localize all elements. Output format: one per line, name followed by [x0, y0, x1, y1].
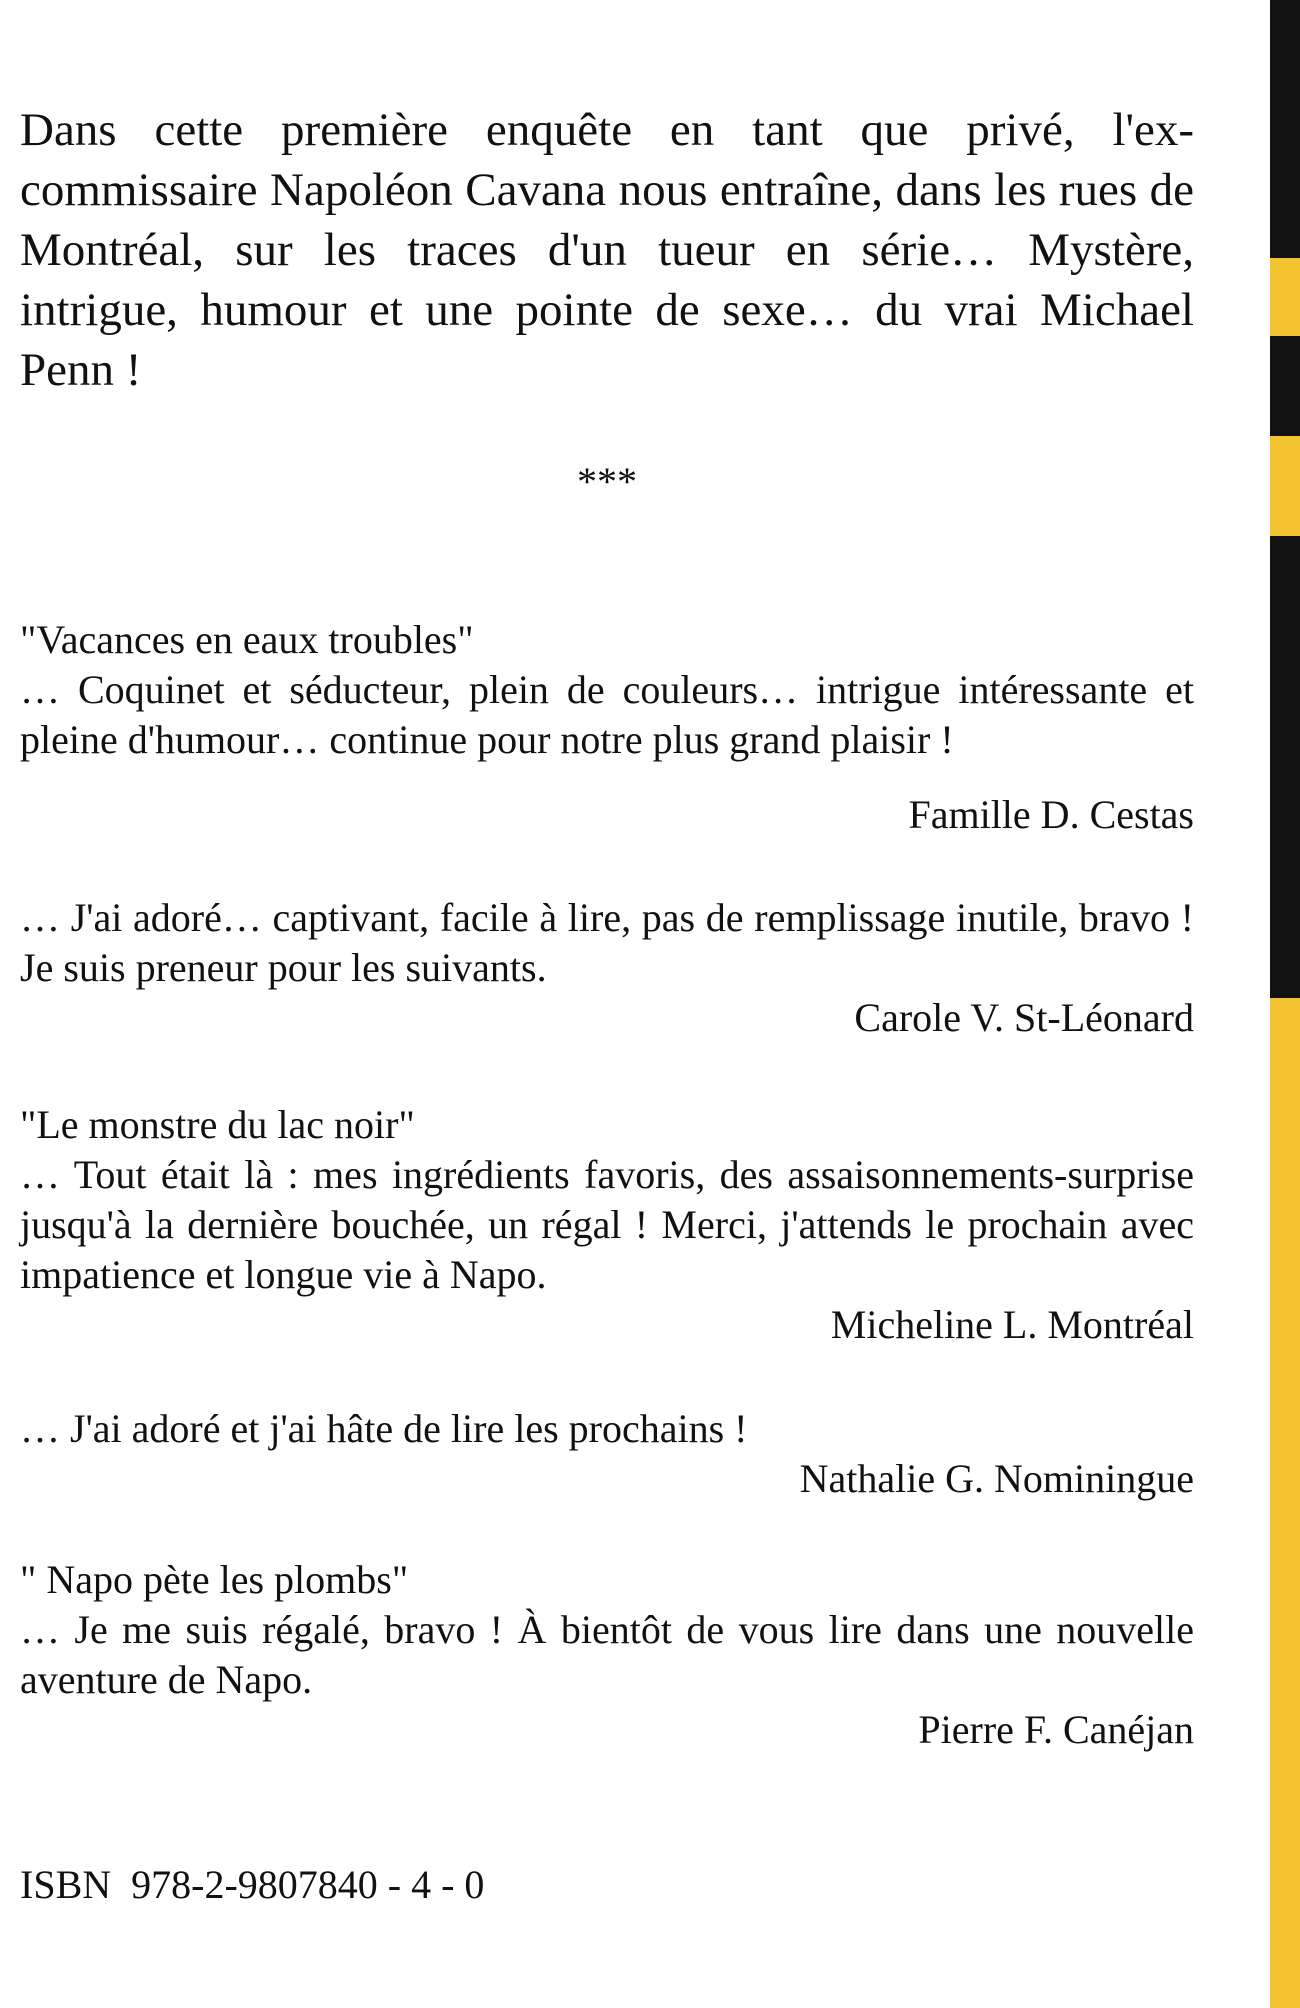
review-book-title: "Vacances en eaux troubles"	[20, 617, 474, 662]
review-text: … J'ai adoré et j'ai hâte de lire les prochains !	[20, 1406, 748, 1451]
review-3	[20, 1100, 1194, 1350]
review-5	[20, 1555, 1194, 1755]
isbn-number: ISBN 978-2-9807840 - 4 - 0	[20, 1862, 485, 1907]
review-author: Famille D. Cestas	[908, 792, 1194, 837]
spine-stripe-yellow	[1270, 258, 1300, 336]
review-author: Micheline L. Montréal	[830, 1302, 1194, 1347]
review-1	[20, 615, 1194, 840]
review-2	[20, 893, 1194, 1043]
review-author: Pierre F. Canéjan	[918, 1707, 1194, 1752]
review-book-title: "Le monstre du lac noir"	[20, 1102, 415, 1147]
spine-stripe-black	[1270, 0, 1300, 258]
spine-stripe-black	[1270, 336, 1300, 436]
review-text: … Tout était là : mes ingrédients favoris, des assaisonnements-surprise jusqu'à la dernière bouchée, un régal ! Merci, j'attends le prochain avec impatience et longue vie à Napo.	[20, 1152, 1194, 1297]
review-text: … Coquinet et séducteur, plein de couleurs… intrigue intéressante et pleine d'humour… continue pour notre plus grand plaisir !	[20, 667, 1194, 762]
spine-stripe-yellow	[1270, 998, 1300, 2008]
spine-stripe-black	[1270, 536, 1300, 998]
book-blurb: Dans cette première enquête en tant que privé, l'ex-commissaire Napoléon Cavana nous entraîne, dans les rues de Montréal, sur les traces d'un tueur en série… Mystère, intrigue, humour et une pointe de sexe… du vrai Michael Penn !	[20, 104, 1194, 396]
review-text: … J'ai adoré… captivant, facile à lire, pas de remplissage inutile, bravo ! Je suis preneur pour les suivants.	[20, 895, 1194, 990]
review-text: … Je me suis régalé, bravo ! À bientôt de vous lire dans une nouvelle aventure de Napo.	[20, 1607, 1194, 1702]
spine-stripe-yellow	[1270, 436, 1300, 536]
review-author: Carole V. St-Léonard	[854, 995, 1194, 1040]
section-separator: ***	[577, 459, 637, 504]
review-book-title: " Napo pète les plombs"	[20, 1557, 409, 1602]
review-author: Nathalie G. Nominingue	[799, 1456, 1194, 1501]
review-4	[20, 1404, 1194, 1504]
